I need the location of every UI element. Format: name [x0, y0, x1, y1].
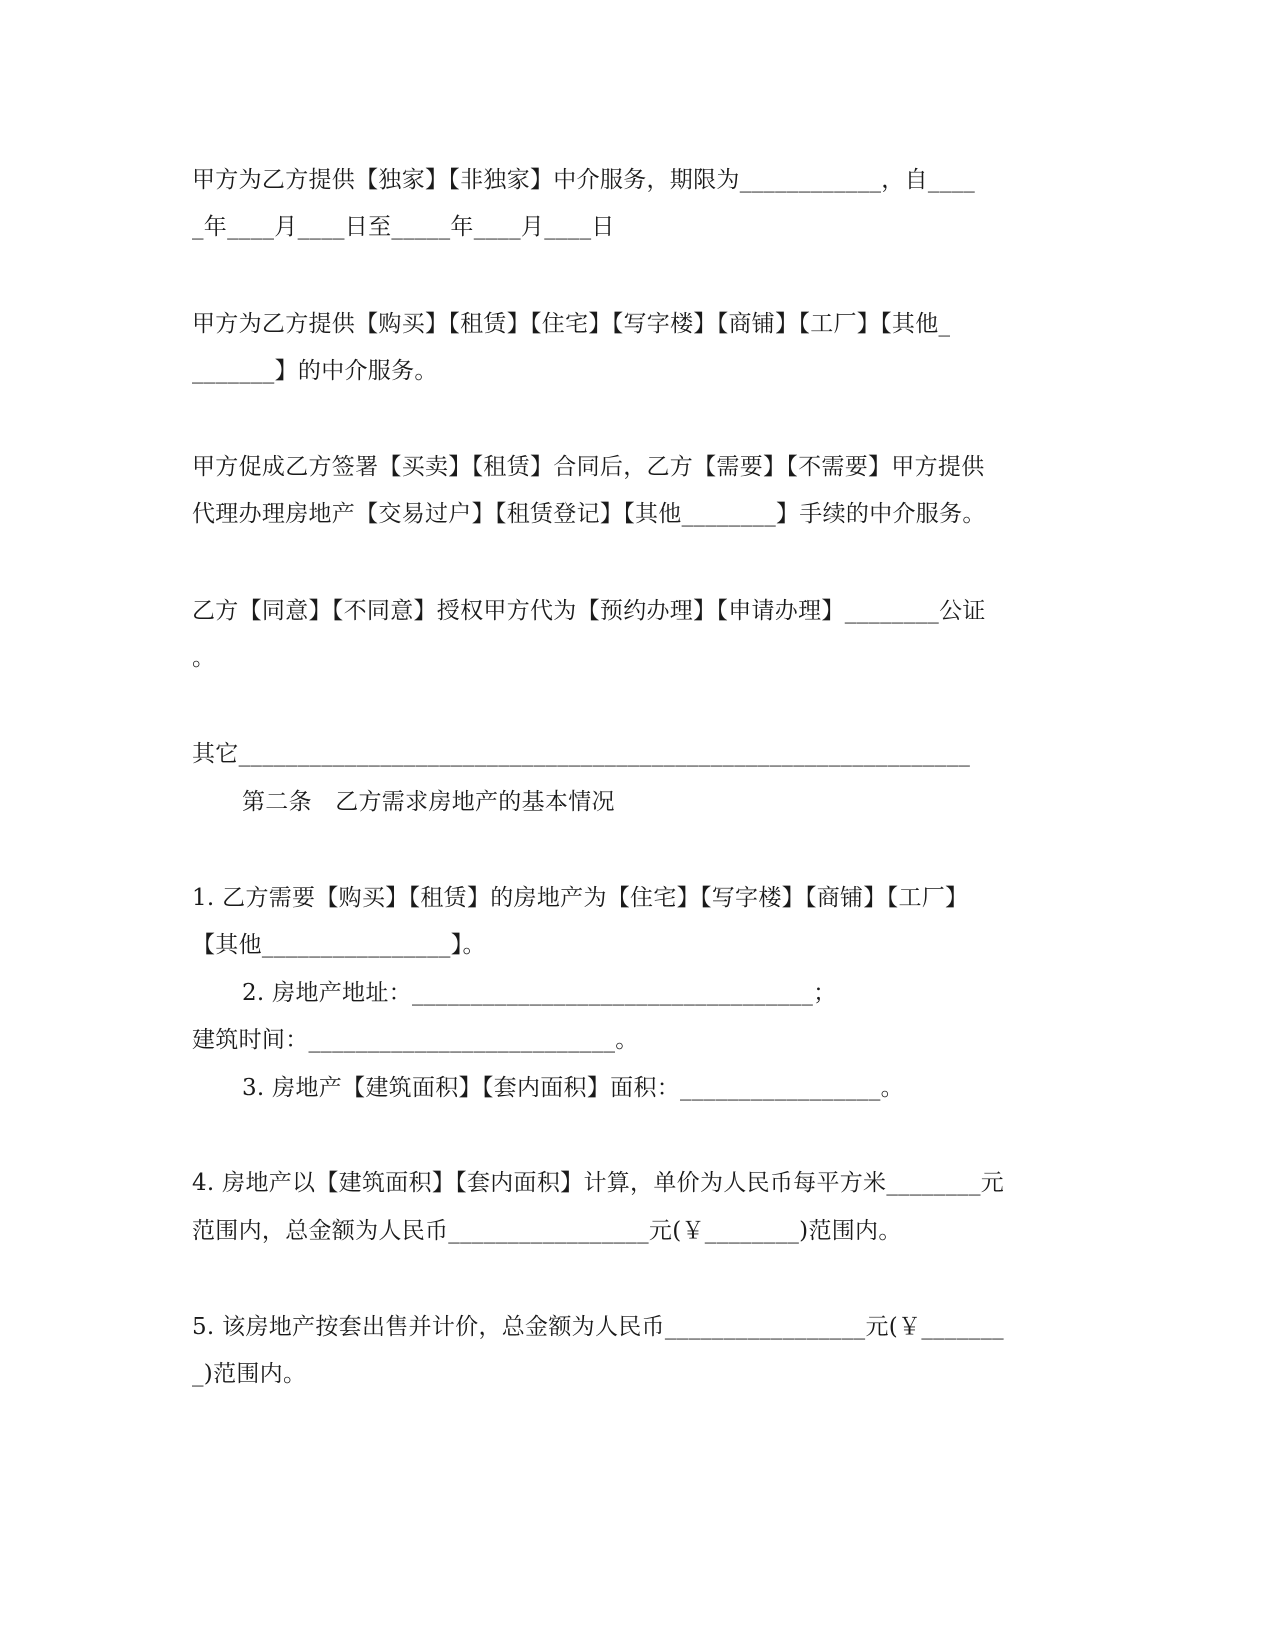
clause-notary-line-1: 乙方【同意】【不同意】授权甲方代为【预约办理】【申请办理】________公证 — [192, 598, 986, 624]
clause-contract-line-2: 代理办理房地产【交易过户】【租赁登记】【其他________】手续的中介服务。 — [192, 501, 986, 527]
item-1-line-1: 1. 乙方需要【购买】【租赁】的房地产为【住宅】【写字楼】【商铺】【工厂】 — [192, 885, 969, 911]
clause-service-scope-line-2: _______】的中介服务。 — [192, 358, 438, 384]
clause-other: 其它______________________________________________________________ — [192, 741, 971, 767]
item-4-line-2: 范围内，总金额为人民币_________________元(￥________)范围内。 — [192, 1218, 902, 1244]
clause-notary-line-2: 。 — [192, 645, 216, 671]
item-1-line-2: 【其他________________】。 — [192, 932, 486, 958]
item-4-line-1: 4. 房地产以【建筑面积】【套内面积】计算，单价为人民币每平方米________元 — [192, 1170, 1005, 1196]
item-5-line-1: 5. 该房地产按套出售并计价，总金额为人民币_________________元(￥_______ — [192, 1314, 1004, 1340]
article-two-heading: 第二条 乙方需求房地产的基本情况 — [242, 789, 615, 815]
item-2-address: 2. 房地产地址：__________________________________； — [242, 980, 837, 1006]
clause-service-scope-line-1: 甲方为乙方提供【购买】【租赁】【住宅】【写字楼】【商铺】【工厂】【其他_ — [192, 311, 951, 337]
item-2-build-time: 建筑时间：__________________________。 — [192, 1027, 639, 1053]
clause-service-type-line-2: _年____月____日至_____年____月____日 — [192, 214, 615, 240]
item-5-line-2: _)范围内。 — [192, 1361, 307, 1387]
clause-contract-line-1: 甲方促成乙方签署【买卖】【租赁】合同后，乙方【需要】【不需要】甲方提供 — [192, 454, 985, 480]
item-3-area: 3. 房地产【建筑面积】【套内面积】面积：_________________。 — [242, 1075, 904, 1101]
clause-service-type-line-1: 甲方为乙方提供【独家】【非独家】中介服务，期限为____________，自____ — [192, 167, 976, 193]
